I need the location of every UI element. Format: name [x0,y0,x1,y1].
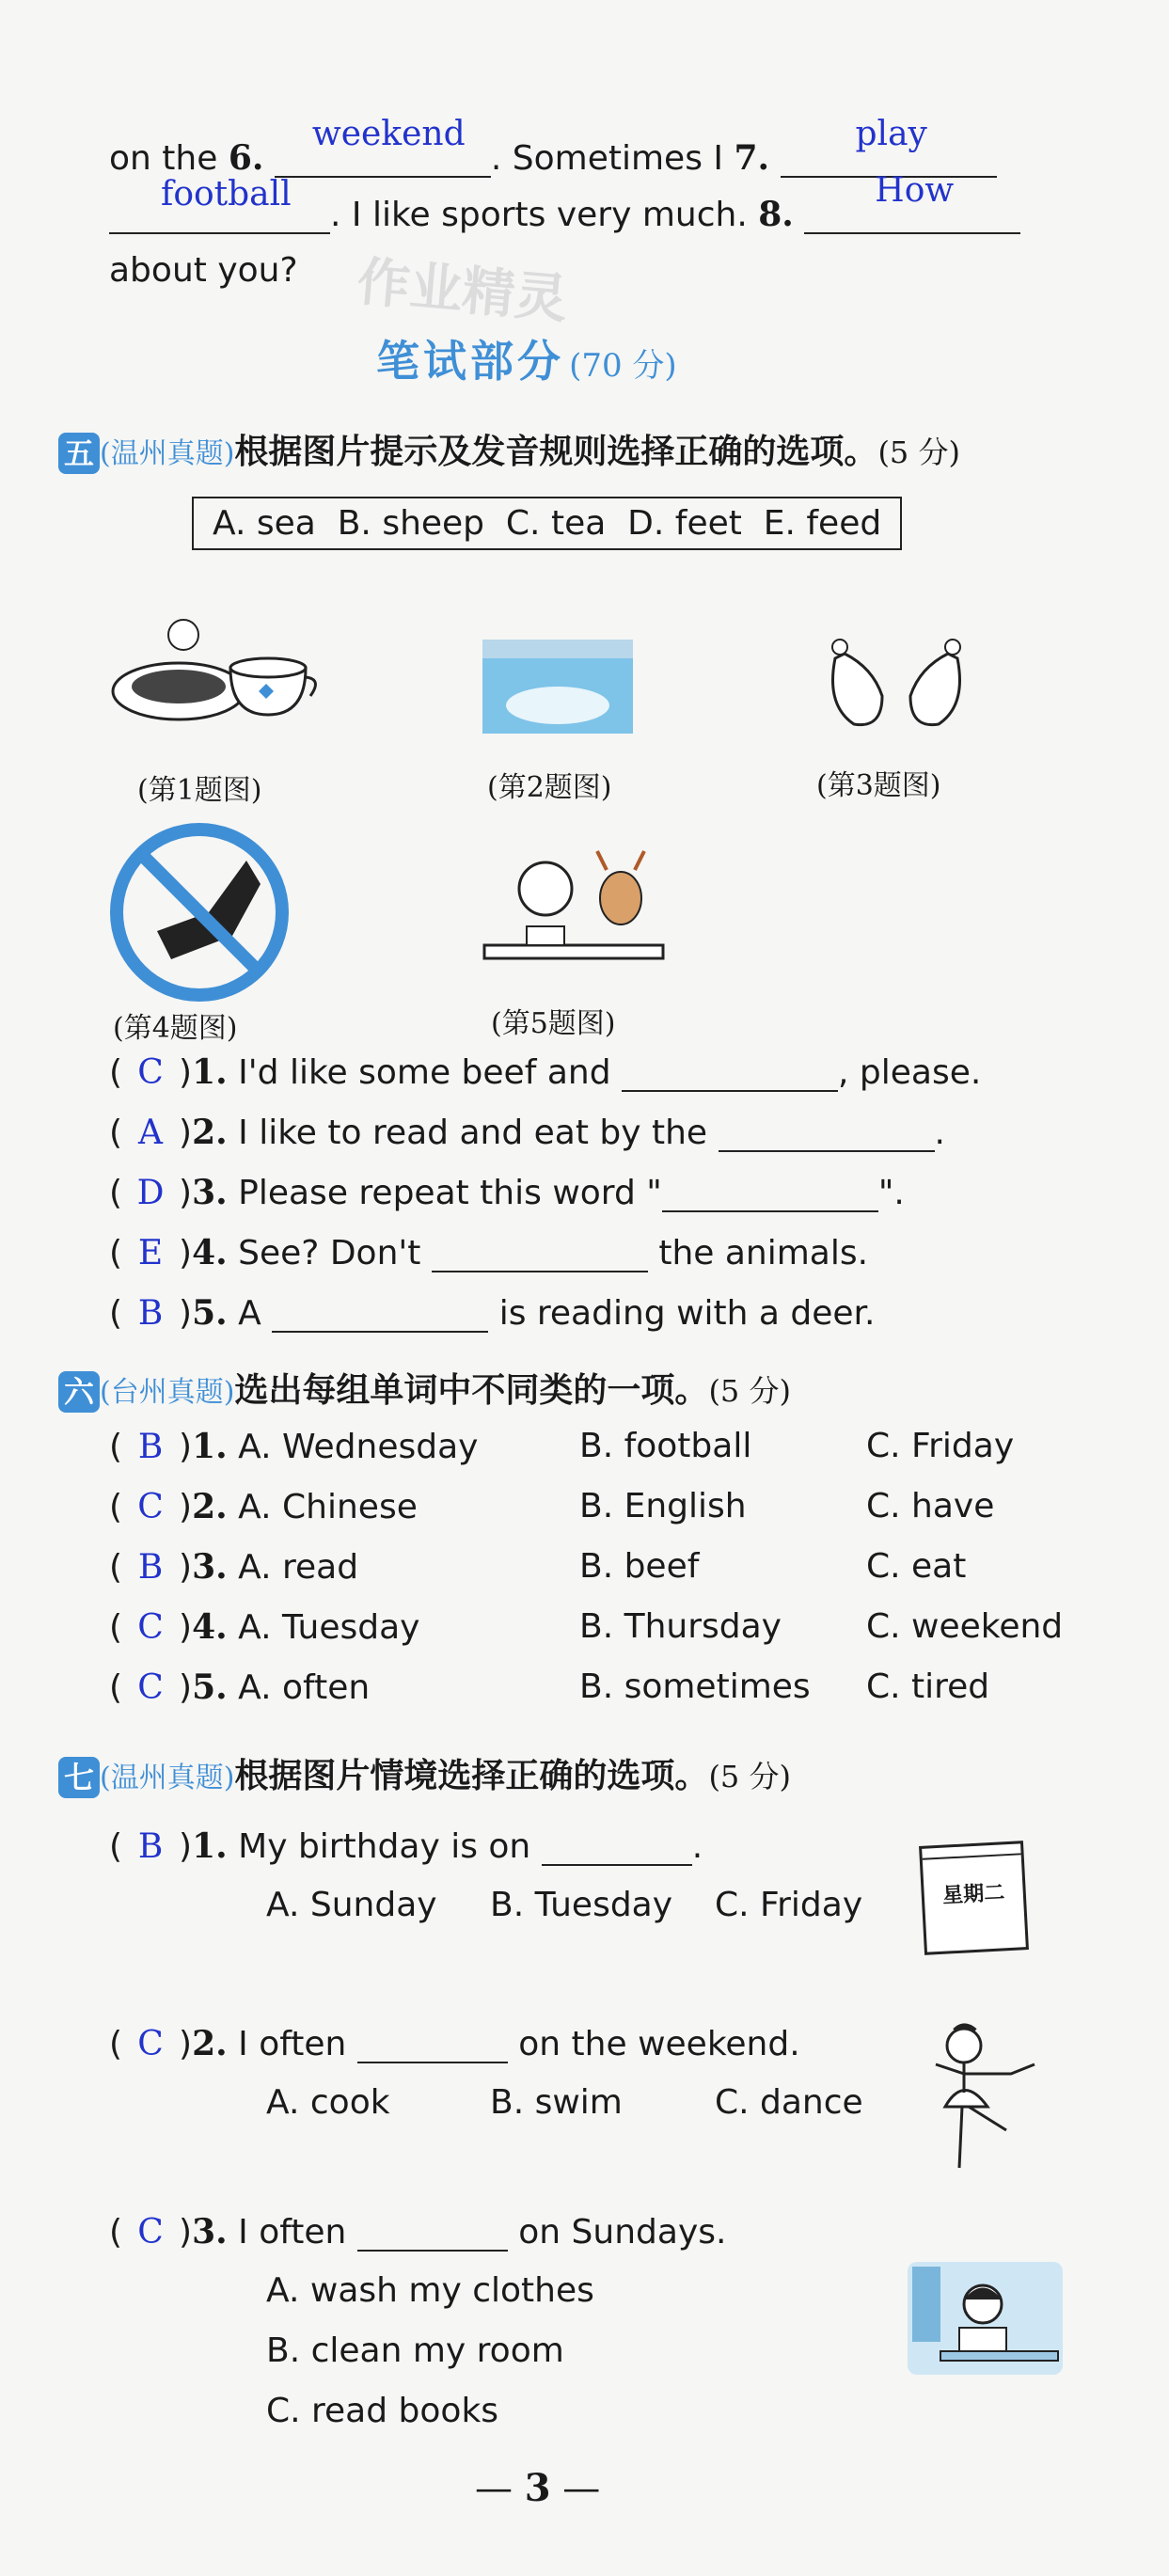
option-c: C. weekend [866,1607,1064,1646]
answer-blank [542,1830,692,1866]
intro-line-3: about you? [109,251,298,290]
sec7-q1-options [266,1886,863,1924]
intro-line-2 [109,171,1020,234]
question-number: 6. [228,138,264,178]
answer-letter: C [137,1488,164,1526]
question-text: the animals. [658,1234,869,1272]
section6-heading [58,1364,791,1413]
question-text: on the weekend. [518,2025,800,2063]
question-text: My birthday is on [238,1827,531,1866]
question-text: I often [238,2025,347,2063]
picture-caption-5: (第5题图) [491,1007,616,1040]
question-number: 1. [192,1826,228,1866]
option-b: B. clean my room [266,2331,564,2370]
answer-letter: B [137,1548,164,1587]
question-text: I often [238,2213,347,2252]
answer-blank [432,1237,648,1272]
question-text: , please. [838,1053,982,1092]
sec7-question-2: ( C )2. I often on the weekend. [109,2024,800,2063]
section6-questions [109,1427,1068,1731]
answer-blank-8 [804,171,1020,234]
question-number: 2. [192,2024,228,2063]
question-number: 2. [192,1113,228,1152]
sec5-question-2: ( A )2. I like to read and eat by the . [109,1113,945,1152]
question-number: 8. [758,195,794,234]
answer-letter: B [137,1428,164,1466]
option-b: B. English [579,1487,747,1525]
section-source: (温州真题) [100,1762,235,1794]
steak-tea-picture [108,611,334,734]
section7-heading [58,1749,791,1798]
written-part-heading [376,327,677,389]
answer-letter: C [137,1608,164,1647]
answer-letter: D [136,1174,165,1212]
girl-reading-picture [903,2252,1067,2384]
sec5-question-4: ( E )4. See? Don't the animals. [109,1233,869,1272]
written-score: (70 分) [569,347,677,385]
section-score: (5 分) [877,435,960,470]
option-c: C. tired [866,1667,990,1706]
question-number: 4. [192,1233,228,1272]
question-text: See? Don't [238,1234,421,1272]
section-score: (5 分) [708,1759,791,1794]
watermark: 作业精灵 [355,251,571,331]
sea-picture [478,621,638,743]
answer-blank [357,2216,508,2252]
picture-caption-3: (第3题图) [816,769,941,802]
no-feeding-sign [105,818,293,1006]
answer-letter: C [137,1053,164,1092]
question-text: . [934,1114,945,1152]
answer-blank [357,2028,508,2063]
option-c: C. have [866,1487,995,1525]
question-number: 2. [192,1487,228,1526]
option-c: C. dance [715,2083,863,2122]
handwritten-answer: play [855,115,927,153]
handwritten-answer: weekend [311,115,466,153]
question-text: ". [877,1174,905,1212]
sec6-question-4: ( C )4. A. Tuesday B. Thursday C. weekend [109,1607,1064,1647]
option-a: A. wash my clothes [266,2271,594,2310]
question-number: 1. [192,1427,228,1466]
sec5-question-1: ( C )1. I'd like some beef and , please. [109,1052,982,1092]
question-number: 4. [192,1607,228,1647]
section-badge: 七 [58,1757,100,1798]
intro-text: . Sometimes I [490,139,724,178]
option-b: B. Tuesday [490,1886,673,1924]
handwritten-answer: football [161,175,292,213]
option-b: B. football [579,1427,752,1465]
option-a: A. often [238,1668,371,1707]
sec7-question-1: ( B )1. My birthday is on . [109,1826,703,1866]
option-c: C. Friday [715,1886,863,1924]
option-box: A. sea B. sheep C. tea D. feet E. feed [192,497,902,550]
calendar-day-label: 星期二 [941,1881,1005,1908]
written-title: 笔试部分 [376,336,564,387]
question-number: 1. [192,1052,228,1092]
option-b: B. beef [579,1547,700,1586]
section5-heading [58,425,960,474]
option-b: B. Thursday [579,1607,782,1646]
answer-blank-football [109,175,330,234]
answer-blank [662,1177,878,1212]
answer-letter: C [137,1668,164,1707]
section-instruction: 选出每组单词中不同类的一项。 [234,1371,709,1410]
question-number: 3. [192,1173,228,1212]
dancing-girl-picture [917,2017,1049,2182]
option-b: B. swim [490,2083,623,2122]
answer-letter: C [137,2025,164,2063]
question-text: . [691,1827,703,1866]
question-number: 7. [734,138,770,178]
sec6-question-5: ( C )5. A. often B. sometimes C. tired [109,1667,990,1707]
section-badge: 六 [58,1371,100,1413]
section-source: (温州真题) [100,437,235,470]
question-number: 5. [192,1667,228,1707]
option-a: A. Sunday [266,1886,437,1924]
option-c: C. Friday [866,1427,1015,1465]
feet-picture [816,621,976,734]
option-a: A. cook [266,2083,390,2122]
sec5-question-3: ( D )3. Please repeat this word " ". [109,1173,905,1212]
section-badge: 五 [58,433,100,474]
section-instruction: 根据图片提示及发音规则选择正确的选项。 [234,433,878,471]
sec7-q2-options [266,2083,863,2122]
answer-letter: C [137,2213,164,2252]
page-number-line: — 3 — [475,2466,601,2510]
option-a: A. Chinese [238,1488,418,1526]
sec6-question-1: ( B )1. A. Wednesday B. football C. Friday [109,1427,1015,1466]
question-number: 3. [192,2212,228,2252]
sec7-question-3: ( C )3. I often on Sundays. [109,2212,727,2252]
answer-blank [622,1056,838,1092]
answer-blank [719,1116,935,1152]
answer-letter: B [137,1294,164,1333]
question-text: A [238,1294,261,1333]
handwritten-answer: How [875,171,955,210]
question-text: I like to read and eat by the [238,1114,708,1152]
question-text: on Sundays. [518,2213,727,2252]
picture-caption-4: (第4题图) [113,1012,238,1045]
sheep-deer-reading-picture [480,842,668,983]
answer-blank [272,1297,488,1333]
calendar-picture [919,1841,1029,1955]
option-a: A. Tuesday [238,1608,420,1647]
question-text: I'd like some beef and [238,1053,611,1092]
answer-letter: B [137,1827,164,1866]
option-c: C. eat [866,1547,967,1586]
sec6-question-2: ( C )2. A. Chinese B. English C. have [109,1487,995,1526]
section-source: (台州真题) [100,1376,235,1409]
option-b: B. sometimes [579,1667,811,1706]
answer-letter: A [138,1114,164,1152]
option-c: C. read books [266,2392,499,2430]
intro-line-1 [109,115,997,178]
section-score: (5 分) [708,1373,791,1409]
answer-blank-6 [275,115,491,178]
intro-text: . I like sports very much. [330,196,748,234]
sec5-question-5: ( B )5. A is reading with a deer. [109,1293,876,1333]
question-text: Please repeat this word " [238,1174,662,1212]
answer-letter: E [137,1234,164,1272]
intro-text: on the [109,139,218,178]
question-number: 5. [192,1293,228,1333]
question-number: 3. [192,1547,228,1587]
picture-caption-1: (第1题图) [137,774,262,807]
picture-caption-2: (第2题图) [487,771,612,804]
question-text: is reading with a deer. [498,1294,876,1333]
option-a: A. read [238,1548,359,1587]
sec6-question-3: ( B )3. A. read B. beef C. eat [109,1547,967,1587]
option-a: A. Wednesday [238,1428,479,1466]
section-instruction: 根据图片情境选择正确的选项。 [234,1757,709,1795]
page-number: 3 [524,2466,551,2510]
